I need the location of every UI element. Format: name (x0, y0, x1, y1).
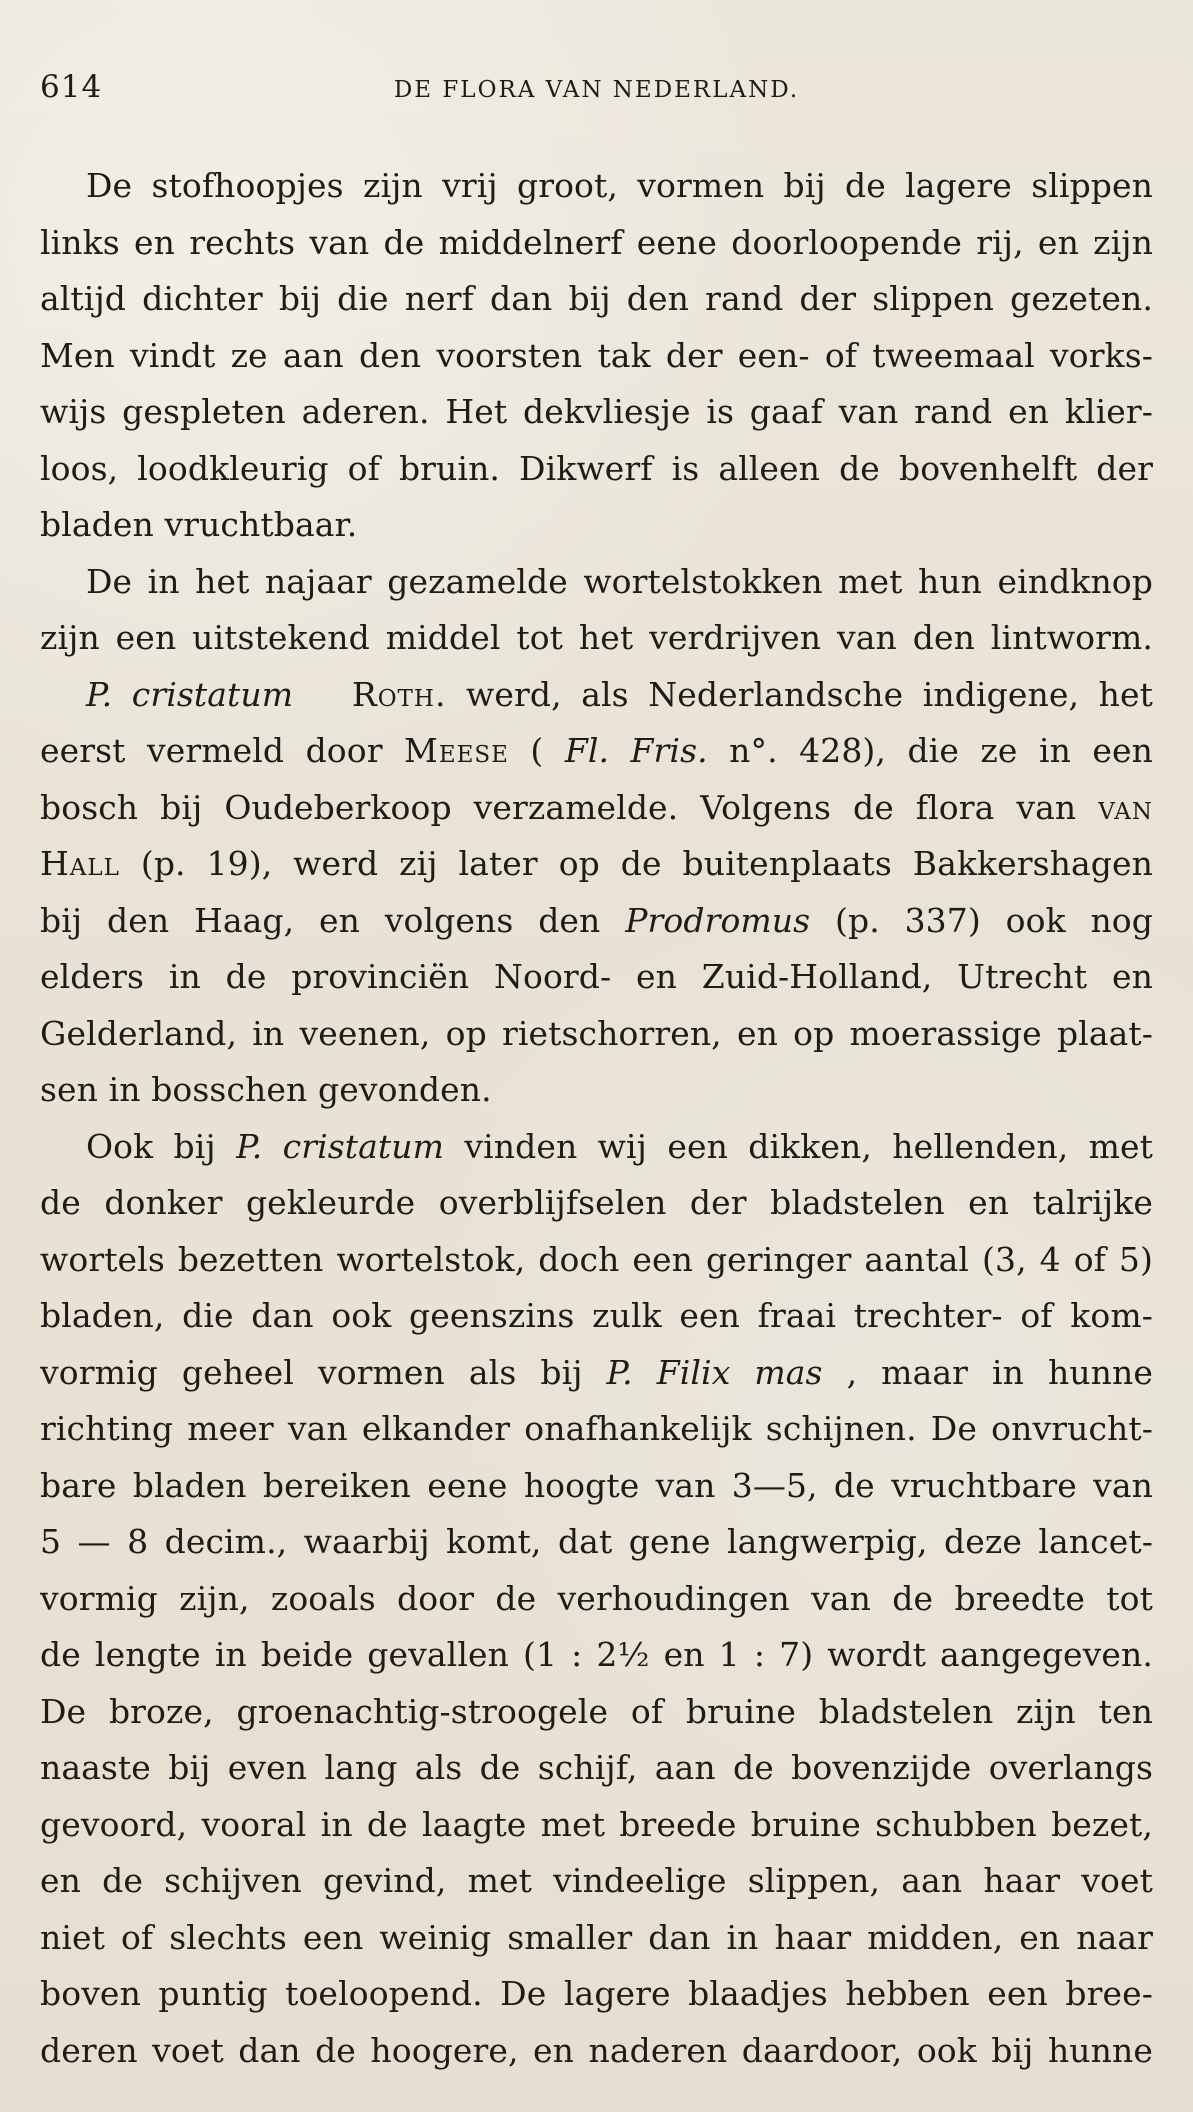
text-line: bladen, die dan ook geenszins zulk een fraai trechter- of kom- (40, 1296, 1153, 1335)
taxon-name: P. Filix mas (606, 1352, 823, 1392)
text-line: bare bladen bereiken eene hoogte van 3—5, de vruchtbare van (40, 1465, 1153, 1505)
line-fragment: werd, als Nederlandsche indigene, het (466, 674, 1153, 714)
text-line: 5 — 8 decim., waarbij komt, dat gene langwerpig, deze lancet- (40, 1522, 1153, 1561)
author-name: van (1098, 787, 1153, 827)
taxon-name: P. cristatum (86, 674, 294, 714)
text-line: Gelderland, in veenen, op rietschorren, en op moerassige plaat- (40, 1013, 1153, 1053)
text-line (40, 893, 1153, 950)
text-line: richting meer van elkander onafhankelijk schijnen. De onvrucht- (40, 1409, 1153, 1448)
text-line: de donker gekleurde overblijfselen der bladstelen en talrijke (40, 1183, 1153, 1222)
reference-title: Fl. Fris. (564, 731, 708, 770)
text-line: deren voet dan de hoogere, en naderen daardoor, ook bij hunne (40, 2030, 1153, 2070)
line-fragment: ( (530, 731, 544, 770)
text-line: De stofhoopjes zijn vrij groot, vormen bij de lagere slippen (86, 166, 1153, 205)
author-name: Meese (404, 731, 509, 770)
text-line: gevoord, vooral in de laagte met breede bruine schubben bezet, (40, 1804, 1153, 1844)
line-fragment: n°. 428), die ze in een (729, 731, 1153, 770)
running-head: DE FLORA VAN NEDERLAND. (393, 77, 800, 103)
text-line: links en rechts van de middelnerf eene doorloopende rij, en zijn (40, 222, 1153, 262)
page-number: 614 (40, 69, 103, 105)
line-fragment: (p. 337) ook nog (835, 900, 1153, 940)
text-line: bladen vruchtbaar. (40, 505, 358, 544)
reference-title: Prodromus (625, 900, 811, 940)
line-fragment: vinden wij een dikken, hellenden, met (464, 1126, 1153, 1166)
text-line: sen in bosschen gevonden. (40, 1070, 492, 1109)
text-line: de lengte in beide gevallen (1 : 2½ en 1 : 7) wordt aangegeven. (40, 1635, 1153, 1674)
text-line: vormig zijn, zooals door de verhoudingen van de breedte tot (40, 1578, 1153, 1618)
text-line: wijs gespleten aderen. Het dekvliesje is gaaf van rand en klier- (40, 392, 1153, 431)
line-fragment: bosch bij Oudeberkoop verzamelde. Volgens de flora van (40, 787, 1099, 827)
text-line (40, 1345, 1153, 1402)
text-line: naaste bij even lang als de schijf, aan de bovenzijde overlangs (40, 1748, 1153, 1787)
text-line: zijn een uitstekend middel tot het verdrijven van den lintworm. (40, 618, 1153, 657)
text-line (40, 723, 1153, 780)
text-line (40, 667, 1153, 724)
text-line (40, 1119, 1153, 1176)
body-text (40, 158, 1153, 2079)
text-line: en de schijven gevind, met vindeelige slippen, aan haar voet (40, 1861, 1153, 1900)
text-line: altijd dichter bij die nerf dan bij den rand der slippen gezeten. (40, 279, 1153, 318)
page-header (40, 69, 1153, 120)
line-fragment: Ook bij (86, 1126, 237, 1166)
text-line: wortels bezetten wortelstok, doch een geringer aantal (3, 4 of 5) (40, 1239, 1153, 1279)
line-fragment: eerst vermeld door (40, 731, 405, 770)
text-line: elders in de provinciën Noord- en Zuid-Holland, Utrecht en (40, 957, 1153, 996)
line-fragment: , maar in hunne (846, 1352, 1153, 1392)
text-line: niet of slechts een weinig smaller dan in haar midden, en naar (40, 1917, 1153, 1957)
line-fragment: (p. 19), werd zij later op de buitenplaats Bakkershagen (140, 844, 1153, 883)
text-line: De in het najaar gezamelde wortelstokken met hun eindknop (86, 561, 1153, 601)
text-line (40, 836, 1153, 893)
text-line: De broze, groenachtig-stroogele of bruine bladstelen zijn ten (40, 1691, 1153, 1731)
taxon-name: P. cristatum (236, 1126, 445, 1166)
text-line: loos, loodkleurig of bruin. Dikwerf is alleen de bovenhelft der (40, 448, 1153, 488)
text-line: Men vindt ze aan den voorsten tak der een- of tweemaal vorks- (40, 335, 1153, 375)
line-fragment: bij den Haag, en volgens den (40, 900, 626, 940)
author-name: Hall (40, 844, 120, 883)
text-line (40, 780, 1153, 837)
line-fragment: vormig geheel vormen als bij (40, 1352, 607, 1392)
author-name: Roth. (351, 674, 447, 714)
text-line: boven puntig toeloopend. De lagere blaadjes hebben een bree- (40, 1974, 1153, 2013)
